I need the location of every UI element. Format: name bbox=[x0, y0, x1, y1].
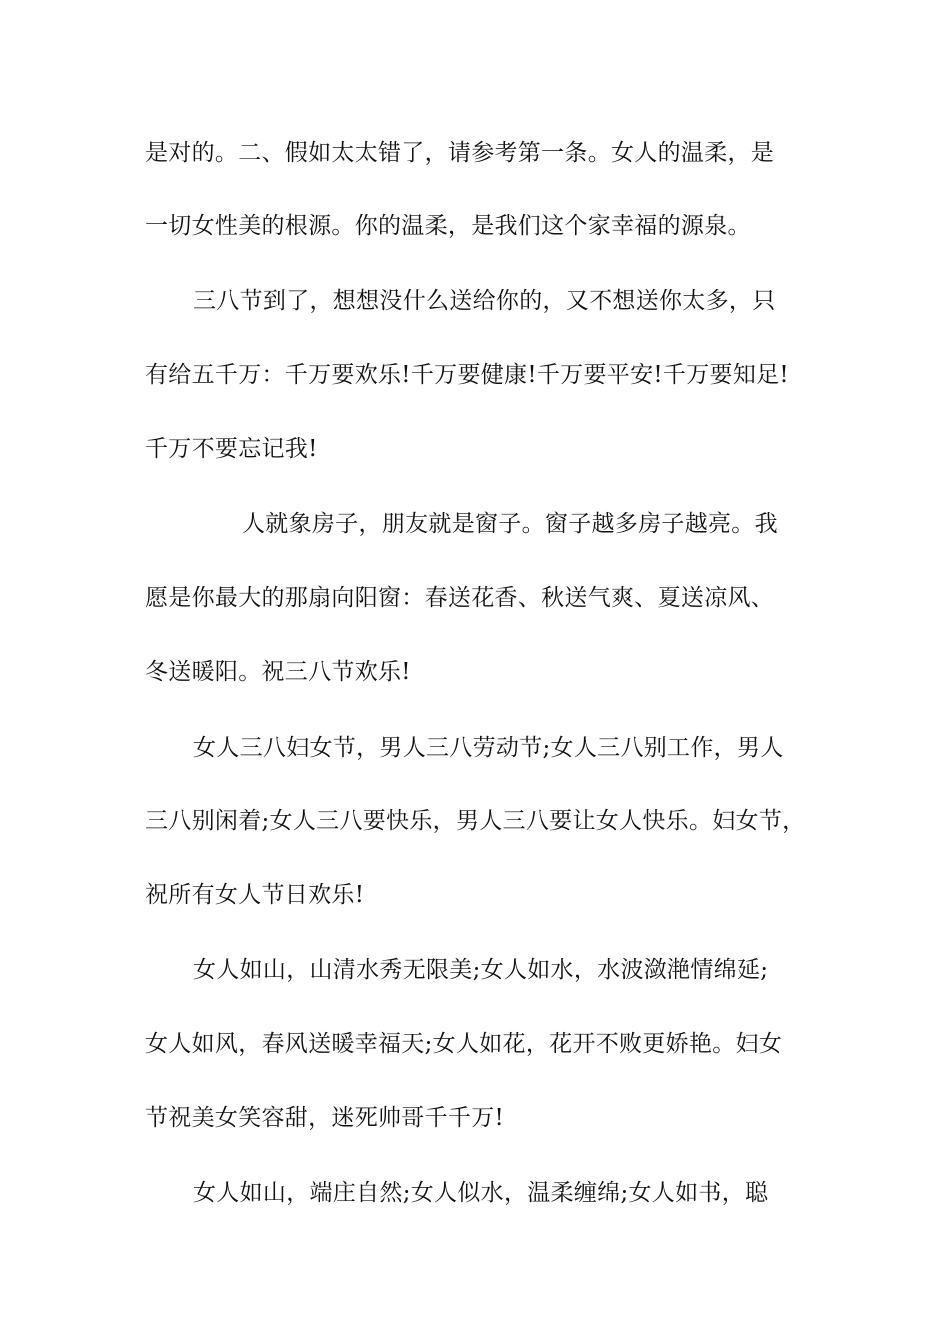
text-line: 女人三八妇女节，男人三八劳动节;女人三八别工作，男人 bbox=[193, 735, 784, 761]
text-line: 女人如山，山清水秀无限美;女人如水，水波潋滟情绵延; bbox=[193, 957, 769, 983]
text-line: 节祝美女笑容甜，迷死帅哥千千万! bbox=[145, 1105, 505, 1131]
text-line: 有给五千万：千万要欢乐!千万要健康!千万要平安!千万要知足! bbox=[145, 362, 789, 388]
text-line: 是对的。二、假如太太错了，请参考第一条。女人的温柔，是 bbox=[145, 140, 775, 166]
text-line: 一切女性美的根源。你的温柔，是我们这个家幸福的源泉。 bbox=[145, 213, 751, 239]
text-line: 三八节到了，想想没什么送给你的，又不想送你太多，只 bbox=[193, 288, 776, 314]
text-line: 三八别闲着;女人三八要快乐，男人三八要让女人快乐。妇女节， bbox=[145, 808, 806, 834]
text-line: 女人如风，春风送暖幸福天;女人如花，花开不败更娇艳。妇女 bbox=[145, 1031, 783, 1057]
text-line: 人就象房子，朋友就是窗子。窗子越多房子越亮。我 bbox=[242, 511, 778, 537]
text-line: 千万不要忘记我! bbox=[145, 436, 318, 462]
text-line: 冬送暖阳。祝三八节欢乐! bbox=[145, 659, 411, 685]
text-line: 女人如山，端庄自然;女人似水，温柔缠绵;女人如书，聪 bbox=[193, 1180, 769, 1206]
text-line: 愿是你最大的那扇向阳窗：春送花香、秋送气爽、夏送凉风、 bbox=[145, 585, 775, 611]
text-line: 祝所有女人节日欢乐! bbox=[145, 882, 365, 908]
